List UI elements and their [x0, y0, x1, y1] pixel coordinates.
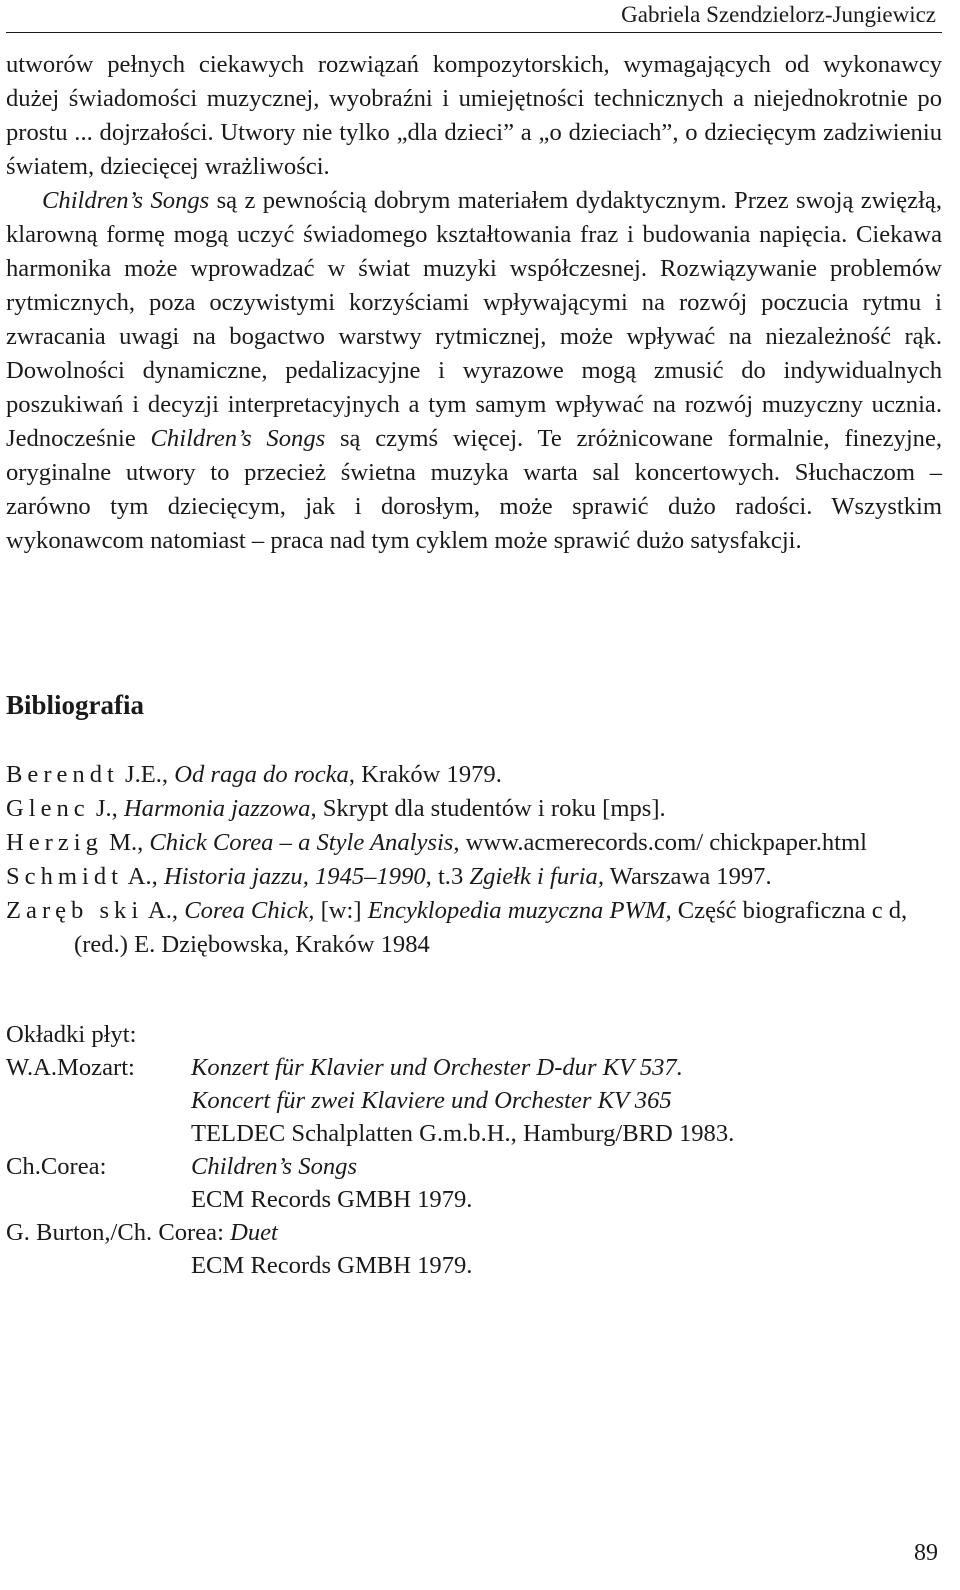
running-header [6, 0, 942, 33]
cover-row [6, 1249, 942, 1282]
cover-spacer [6, 1249, 191, 1282]
bib-rest-a: , t.3 [425, 863, 470, 890]
bib-author: Herzig [6, 829, 103, 856]
bib-entry [6, 758, 942, 792]
bib-initials: J.E., [118, 761, 175, 788]
cover-details [191, 1051, 942, 1150]
cover-artist: W.A.Mozart: [6, 1054, 135, 1081]
cover-artist-full [6, 1216, 942, 1249]
bib-title-b: Zgiełk i furia, [469, 863, 604, 890]
bib-entry [6, 894, 942, 962]
cover-details [191, 1150, 942, 1216]
bib-initials: A., [143, 897, 185, 924]
album-covers-section [6, 1018, 942, 1282]
paragraph-2-text-b: są czymś więcej. Te zróżnicowane formalnie, finezyjne, oryginalne utwory to przecież świetna muzyka warta sal koncertowych. Słuchaczom – zarówno tym dziecięcym, jak i dorosłym, może sprawić dużo radości. Wszystkim wykonawcom natomiast – praca nad tym cyklem może sprawić dużo satysfakcji. [6, 425, 943, 554]
cover-publisher: TELDEC Schalplatten G.m.b.H., Hamburg/BRD 1983. [191, 1120, 735, 1147]
paragraph-2-text-a: są z pewnością dobrym materiałem dydaktycznym. Przez swoją zwięzłą, klarowną formę mogą uczyć świadomego kształtowania fraz i budowania napięcia. Ciekawa harmonika może wprowadzać w świat muzyki współczesnej. Rozwiązywanie problemów rytmicznych, poza oczywistymi korzyściami wpływającymi na rozwój poczucia rytmu i zwracania uwagi na bogactwo warstwy rytmicznej, może wpływać na niezależność rąk. Dowolności dynamiczne, pedalizacyjne i wyrazowe mogą zmusić do indywidualnych poszukiwań i decyzji interpretacyjnych a tym samym wpływać na rozwój muzyczny ucznia. Jednocześnie [6, 187, 942, 452]
bib-title: Chick Corea – a Style Analysis [149, 829, 454, 856]
cover-row [6, 1150, 942, 1216]
bibliography-list [6, 758, 942, 962]
cover-publisher: ECM Records GMBH 1979. [191, 1186, 473, 1213]
paragraph-1-text: utworów pełnych ciekawych rozwiązań kompozytorskich, wymagających od wykonawcy dużej świadomości muzycznej, wyobraźni i umiejętności technicznych a niejednokrotnie po prostu ... dojrzałości. Utwory nie tylko „dla dzieci” a „o dzieciach”, o dziecięcym zadziwieniu światem, dziecięcej wrażliwości. [6, 51, 942, 180]
bib-title: Corea Chick, [184, 897, 315, 924]
body-text [6, 48, 942, 558]
bib-entry [6, 860, 942, 894]
cover-artist: Ch.Corea: [6, 1153, 107, 1180]
bib-author: Schmidt [6, 863, 123, 890]
bib-title: Historia jazzu, 1945–1990 [163, 863, 426, 890]
bib-rest: Warszawa 1997. [604, 863, 772, 890]
bib-rest: Część biograficzna c d, (red.) E. Dziębowska, Kraków 1984 [74, 897, 908, 958]
paragraph-2 [6, 184, 942, 558]
paragraph-1 [6, 48, 942, 184]
cover-title: Konzert für Klavier und Orchester D-dur KV 537. [191, 1054, 683, 1081]
cover-publisher: ECM Records GMBH 1979. [191, 1252, 473, 1279]
cover-title: Children’s Songs [191, 1153, 358, 1180]
cover-artist: G. Burton,/Ch. Corea: [6, 1219, 231, 1246]
bib-initials: A., [122, 863, 164, 890]
bibliography-heading: Bibliografia [6, 690, 145, 720]
cover-title: Koncert für zwei Klaviere und Orchester KV 365 [191, 1087, 672, 1114]
bib-author: Glenc [6, 795, 90, 822]
bib-author: Zaręb ski [6, 897, 144, 924]
bib-rest-a: [w:] [314, 897, 368, 924]
bib-title: Od raga do rocka [174, 761, 349, 788]
bib-rest: , www.acmerecords.com/ chickpaper.html [453, 829, 867, 856]
work-title: Children’s Songs [42, 187, 210, 214]
work-title-2: Children’s Songs [150, 425, 326, 452]
page-number: 89 [914, 1540, 938, 1566]
bib-rest: , Skrypt dla studentów i roku [mps]. [310, 795, 666, 822]
bib-author: Berendt [6, 761, 119, 788]
bib-entry [6, 826, 942, 860]
bib-initials: J., [89, 795, 124, 822]
covers-label: Okładki płyt: [6, 1021, 137, 1048]
bib-initials: M., [102, 829, 150, 856]
bib-title: Harmonia jazzowa [123, 795, 311, 822]
cover-title: Duet [230, 1219, 278, 1246]
bib-rest: , Kraków 1979. [348, 761, 502, 788]
cover-row [6, 1216, 942, 1249]
bib-entry [6, 792, 942, 826]
bib-title-b: Encyklopedia muzyczna PWM, [367, 897, 672, 924]
cover-row [6, 1051, 942, 1150]
header-author: Gabriela Szendzielorz-Jungiewicz [621, 2, 936, 27]
